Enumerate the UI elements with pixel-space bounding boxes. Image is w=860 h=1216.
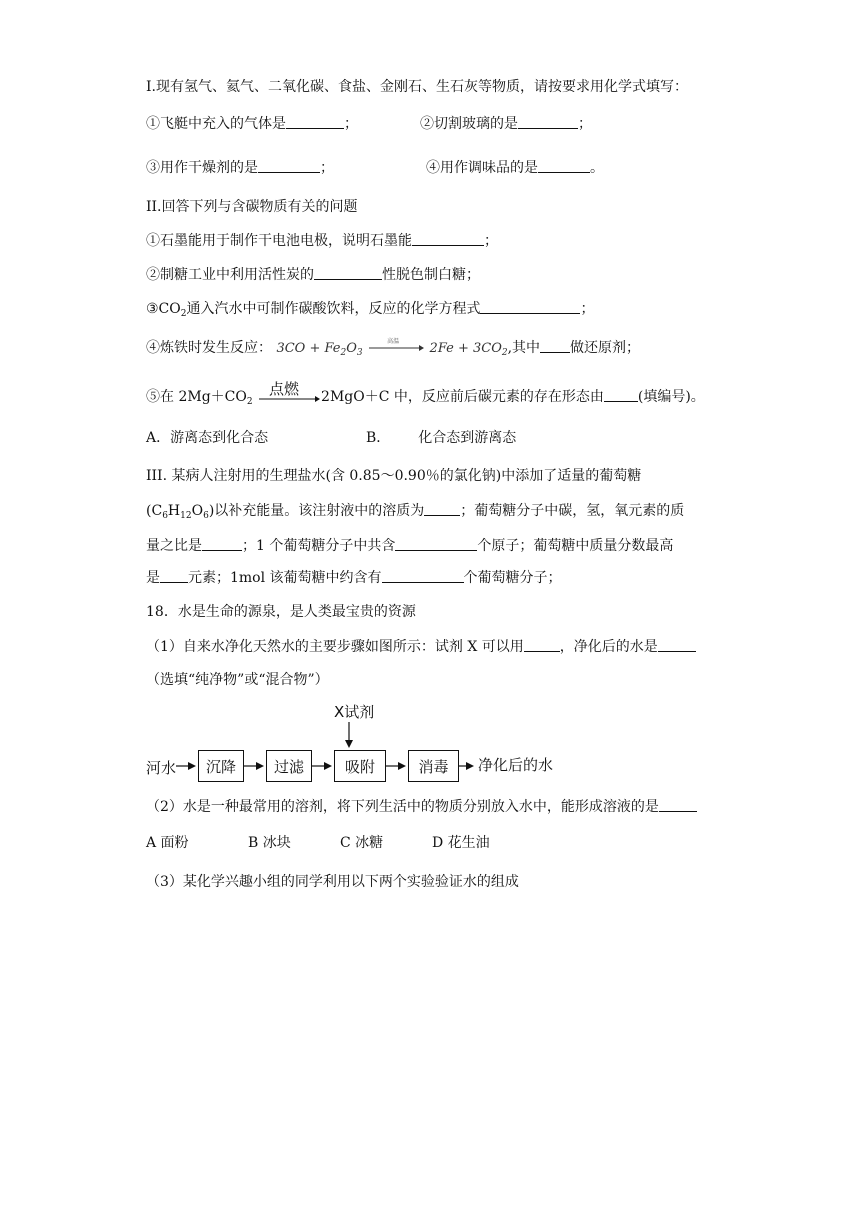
section2-q4-row: ④炼铁时发生反应： $3CO + Fe_2O_3$ 高温 $2Fe + 3CO_2$,其中 做还原剂； (146, 338, 641, 358)
section1-q2: ②切割玻璃的是 (420, 116, 518, 132)
ignition-arrow-icon: 点燃 (257, 385, 321, 405)
section3-line4: 是 元素；1mol 该葡萄糖中约含有 个葡萄糖分子； (146, 570, 562, 586)
section1-q4-row: ④用作调味品的是 。 (426, 160, 604, 176)
answer-blank[interactable] (286, 114, 344, 129)
answer-blank[interactable] (538, 158, 590, 173)
section2-intro: II.回答下列与含碳物质有关的问题 (146, 199, 358, 215)
flow-step-disinfect: 消毒 (408, 750, 459, 782)
flow-step-adsorb: 吸附 (334, 750, 386, 782)
answer-blank[interactable] (658, 637, 696, 652)
q18-part1-note: （选填“纯净物”或“混合物”） (146, 672, 329, 688)
answer-blank[interactable] (604, 387, 638, 402)
section1-q3-row: ③用作干燥剂的是 ； (146, 160, 334, 176)
flow-step-filter: 过滤 (266, 750, 312, 782)
section2-q5-row: ⑤在 $2Mg+CO_2$ 点燃 2MgO＋C 中，反应前后碳元素的存在形态由 (填编号)。 (146, 380, 705, 407)
answer-blank[interactable] (540, 338, 570, 353)
answer-blank[interactable] (424, 501, 460, 516)
section2-q1-row: ①石墨能用于制作干电池电极，说明石墨能 ； (146, 233, 498, 249)
answer-blank[interactable] (314, 265, 382, 280)
q18-option-a[interactable]: A 面粉 (146, 835, 189, 851)
answer-blank[interactable] (412, 231, 484, 246)
answer-blank[interactable] (659, 797, 697, 812)
section1-q3: ③用作干燥剂的是 (146, 160, 258, 176)
section3-line3: 量之比是 ；1 个葡萄糖分子中共含 个原子；葡萄糖中质量分数最高 (146, 538, 674, 554)
iron-smelting-equation: $3CO + Fe_2O_3$ (276, 341, 363, 358)
q18-part2: （2）水是一种最常用的溶剂，将下列生活中的物质分别放入水中，能形成溶液的是 (146, 797, 697, 817)
flow-result: 净化后的水 (478, 756, 554, 774)
flow-step-settle: 沉降 (198, 750, 244, 782)
section1-q1-row: ①飞艇中充入的气体是 ； (146, 116, 358, 132)
q18-option-b[interactable]: B 冰块 (248, 835, 291, 851)
q18-title: 18．水是生命的源泉，是人类最宝贵的资源 (146, 604, 416, 620)
section2-option-b[interactable]: B． 化合态到游离态 (366, 430, 517, 446)
reaction-arrow-icon: 高温 (367, 336, 425, 356)
answer-blank[interactable] (382, 568, 464, 583)
q18-option-d[interactable]: D 花生油 (432, 835, 490, 851)
section1-intro: I.现有氢气、氦气、二氧化碳、食盐、金刚石、生石灰等物质，请按要求用化学式填写： (146, 79, 688, 95)
answer-blank[interactable] (518, 114, 578, 129)
section1-q4: ④用作调味品的是 (426, 160, 538, 176)
answer-blank[interactable] (202, 536, 242, 551)
section2-q2-row: ②制糖工业中利用活性炭的 性脱色制白糖； (146, 267, 480, 283)
flow-source: 河水 (146, 759, 177, 777)
answer-blank[interactable] (258, 158, 320, 173)
section3-line1: III. 某病人注射用的生理盐水(含 0.85～0.90％的氯化钠)中添加了适量的葡萄糖 (146, 468, 642, 484)
answer-blank[interactable] (395, 536, 477, 551)
q18-part1: （1）自来水净化天然水的主要步骤如图所示：试剂 X 可以用 ，净化后的水是 (146, 637, 696, 657)
section1-q1: ①飞艇中充入的气体是 (146, 116, 286, 132)
answer-blank[interactable] (480, 299, 580, 314)
section2-option-a[interactable]: A．游离态到化合态 (146, 430, 269, 446)
section2-q3-row: $③CO_2$通入汽水中可制作碳酸饮料，反应的化学方程式 ； (146, 301, 595, 319)
answer-blank[interactable] (524, 637, 560, 652)
answer-blank[interactable] (160, 568, 188, 583)
q18-part3: （3）某化学兴趣小组的同学利用以下两个实验验证水的组成 (146, 874, 519, 890)
section1-q2-row: ②切割玻璃的是 ； (420, 116, 592, 132)
section3-line2: $(C_6H_{12}O_6)$以补充能量。该注射液中的溶质为 ；葡萄糖分子中碳，氢，氧元素的质 (146, 503, 685, 521)
reagent-label: X试剂 (334, 703, 375, 721)
q18-option-c[interactable]: C 冰糖 (340, 835, 384, 851)
